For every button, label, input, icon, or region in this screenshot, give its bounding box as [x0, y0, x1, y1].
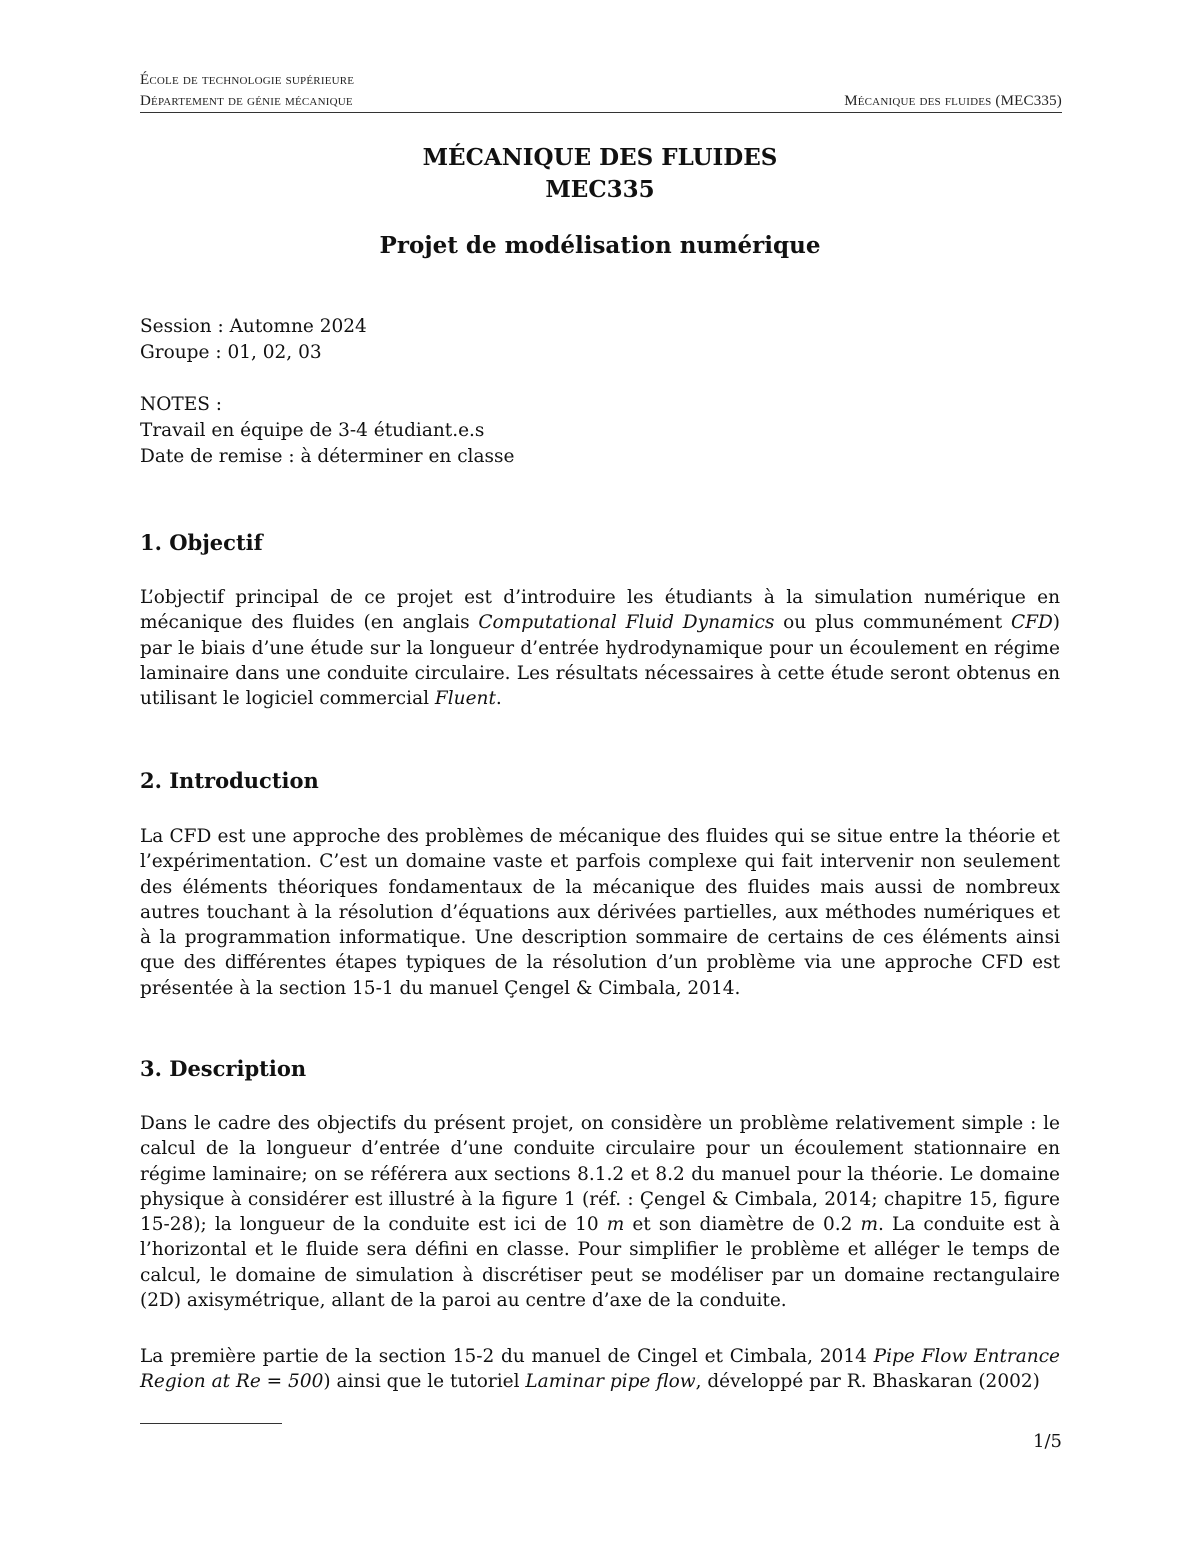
heading-objectif: 1. Objectif	[140, 530, 263, 555]
course-code: MEC335	[545, 176, 655, 203]
meta-info	[140, 314, 1060, 470]
title-block	[140, 142, 1060, 262]
due-date-line: Date de remise : à déterminer en classe	[140, 446, 515, 467]
page-number: 1/5	[1033, 1431, 1062, 1452]
header-rule-line	[140, 90, 1062, 113]
paragraph-description-1: Dans le cadre des objectifs du présent projet, on considère un problème relativement simple : le calcul de la longueur d’entrée d’une conduite circulaire pour un écoulement stationnaire en régime laminaire; on se référera aux sections 8.1.2 et 8.2 du manuel pour la théorie. Le domaine physique à considérer est illustré à la figure 1 (réf. : Çengel & Cimbala, 2014; chapitre 15, figure 15-28); la longueur de la conduite est ici de 10 m et son diamètre de 0.2 m. La conduite est à l’horizontal et le fluide sera défini en classe. Pour simplifier le problème et alléger le temps de calcul, le domaine de simulation à discrétiser peut se modéliser par un domaine rectangulaire (2D) axisymétrique, allant de la paroi au centre d’axe de la conduite.	[140, 1113, 1060, 1312]
heading-introduction: 2. Introduction	[140, 768, 319, 793]
paragraph-description-2: La première partie de la section 15-2 du manuel de Cingel et Cimbala, 2014 Pipe Flow Entrance Region at Re = 500) ainsi que le tutoriel Laminar pipe flow, développé par R. Bhaskaran (2002)	[140, 1346, 1060, 1393]
team-work-line: Travail en équipe de 3-4 étudiant.e.s	[140, 420, 485, 441]
paragraph-introduction: La CFD est une approche des problèmes de mécanique des fluides qui se situe entre la théorie et l’expérimentation. C’est un domaine vaste et parfois complexe qui fait intervenir non seulement des éléments théoriques fondamentaux de la mécanique des fluides mais aussi de nombreux autres touchant à la résolution d’équations aux dérivées partielles, aux méthodes numériques et à la programmation informatique. Une description sommaire de certains de ces éléments ainsi que des différentes étapes typiques de la résolution d’un problème via une approche CFD est présentée à la section 15-1 du manuel Çengel & Cimbala, 2014.	[140, 826, 1060, 999]
heading-description: 3. Description	[140, 1056, 307, 1081]
document-title: MÉCANIQUE DES FLUIDES	[422, 144, 778, 171]
paragraph-objectif: L’objectif principal de ce projet est d’introduire les étudiants à la simulation numérique en mécanique des fluides (en anglais Computational Fluid Dynamics ou plus communément CFD) par le biais d’une étude sur la longueur d’entrée hydrodynamique pour un écoulement en régime laminaire dans une conduite circulaire. Les résultats nécessaires à cette étude seront obtenus en utilisant le logiciel commercial Fluent.	[140, 587, 1060, 710]
footnote-separator	[140, 1423, 282, 1424]
header-course: Mécanique des fluides (MEC335)	[844, 93, 1062, 109]
page-header	[140, 70, 1062, 113]
document-subtitle: Projet de modélisation numérique	[379, 232, 821, 259]
session-line: Session : Automne 2024	[140, 316, 367, 337]
header-school: École de technologie supérieure	[140, 72, 355, 88]
group-line: Groupe : 01, 02, 03	[140, 342, 322, 363]
header-department: Département de génie mécanique	[140, 93, 353, 109]
notes-label: NOTES :	[140, 394, 222, 415]
